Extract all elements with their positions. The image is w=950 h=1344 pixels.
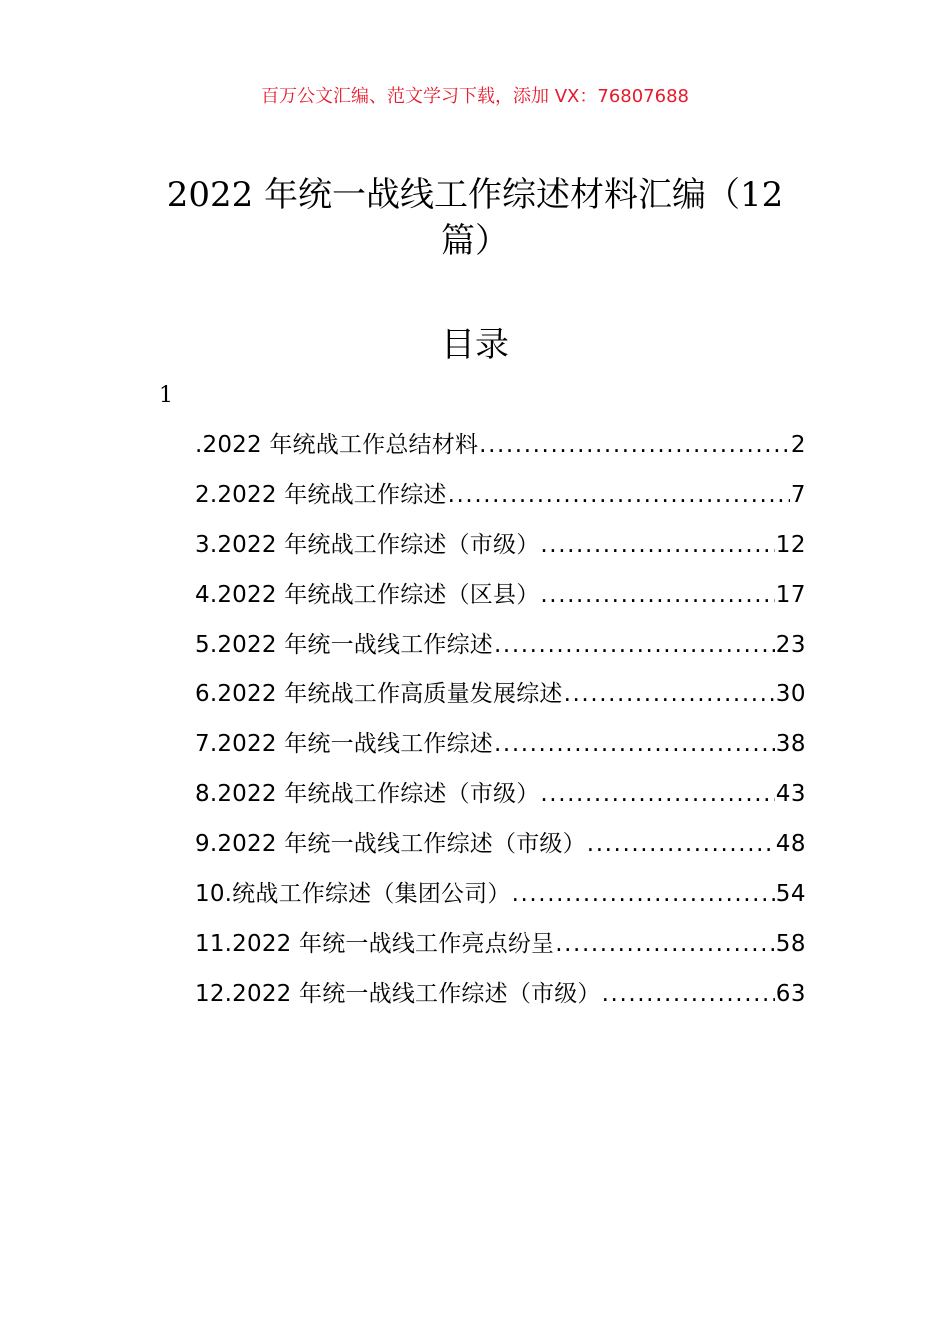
toc-entry-page: 38 — [775, 731, 806, 758]
toc-entry[interactable] — [195, 625, 806, 675]
toc-heading: 目录 — [441, 325, 509, 365]
toc-dot-leader — [540, 774, 774, 814]
toc-entry[interactable] — [195, 774, 806, 824]
toc-entry-label: 10.统战工作综述（集团公司） — [195, 881, 511, 908]
toc-entry-label: 8.2022 年统战工作综述（市级） — [195, 781, 540, 808]
toc-entry[interactable] — [195, 974, 806, 1024]
toc-entry-page: 43 — [775, 781, 806, 808]
toc-dot-leader — [564, 674, 775, 714]
toc-entry-label: .2022 年统战工作总结材料 — [195, 432, 479, 458]
toc-dot-leader — [602, 974, 775, 1014]
toc-entry-label: 6.2022 年统战工作高质量发展综述 — [195, 681, 563, 708]
toc-entry-label: 4.2022 年统战工作综述（区县） — [195, 581, 540, 608]
toc-entry[interactable] — [195, 525, 806, 575]
toc-dot-leader — [479, 425, 790, 465]
toc-entry-page: 7 — [790, 481, 806, 508]
toc-dot-leader — [494, 625, 775, 665]
toc-entry[interactable] — [195, 724, 806, 774]
toc-dot-leader — [540, 525, 774, 565]
toc-dot-leader — [555, 924, 774, 964]
toc-entry-label: 2.2022 年统战工作综述 — [195, 481, 447, 508]
toc-entry[interactable] — [195, 874, 806, 924]
toc-entry-page: 58 — [775, 930, 806, 957]
toc-entry-label: 11.2022 年统一战线工作亮点纷呈 — [195, 930, 555, 957]
toc-entry-page: 12 — [775, 531, 806, 558]
toc-entry-page: 30 — [775, 681, 806, 708]
document-title: 2022 年统一战线工作综述材料汇编（12 篇） — [166, 175, 784, 261]
toc-entry-label: 3.2022 年统战工作综述（市级） — [195, 531, 540, 558]
toc-entry[interactable] — [195, 475, 806, 525]
stray-list-number: 1 — [159, 383, 173, 408]
toc-entry[interactable] — [195, 674, 806, 724]
toc-entry-page: 2 — [790, 432, 806, 458]
toc-entry-page: 54 — [775, 881, 806, 908]
toc-entry-label: 5.2022 年统一战线工作综述 — [195, 631, 493, 658]
toc-entry[interactable] — [195, 824, 806, 874]
toc-dot-leader — [587, 824, 775, 864]
toc-entry-page: 23 — [775, 631, 806, 658]
toc-dot-leader — [494, 724, 775, 764]
toc-dot-leader — [540, 575, 774, 615]
toc-dot-leader — [448, 475, 790, 515]
toc-entry-page: 63 — [775, 980, 806, 1007]
header-promo-note: 百万公文汇编、范文学习下载，添加 VX：76807688 — [261, 86, 689, 107]
toc-entry[interactable] — [195, 425, 806, 475]
toc-entry-label: 12.2022 年统一战线工作综述（市级） — [195, 980, 601, 1007]
toc-entry-label: 7.2022 年统一战线工作综述 — [195, 731, 493, 758]
toc-entry[interactable] — [195, 924, 806, 974]
table-of-contents — [195, 425, 806, 1024]
toc-entry-page: 48 — [775, 831, 806, 858]
toc-dot-leader — [512, 874, 775, 914]
toc-entry-page: 17 — [775, 581, 806, 608]
toc-entry-label: 9.2022 年统一战线工作综述（市级） — [195, 831, 586, 858]
toc-entry[interactable] — [195, 575, 806, 625]
